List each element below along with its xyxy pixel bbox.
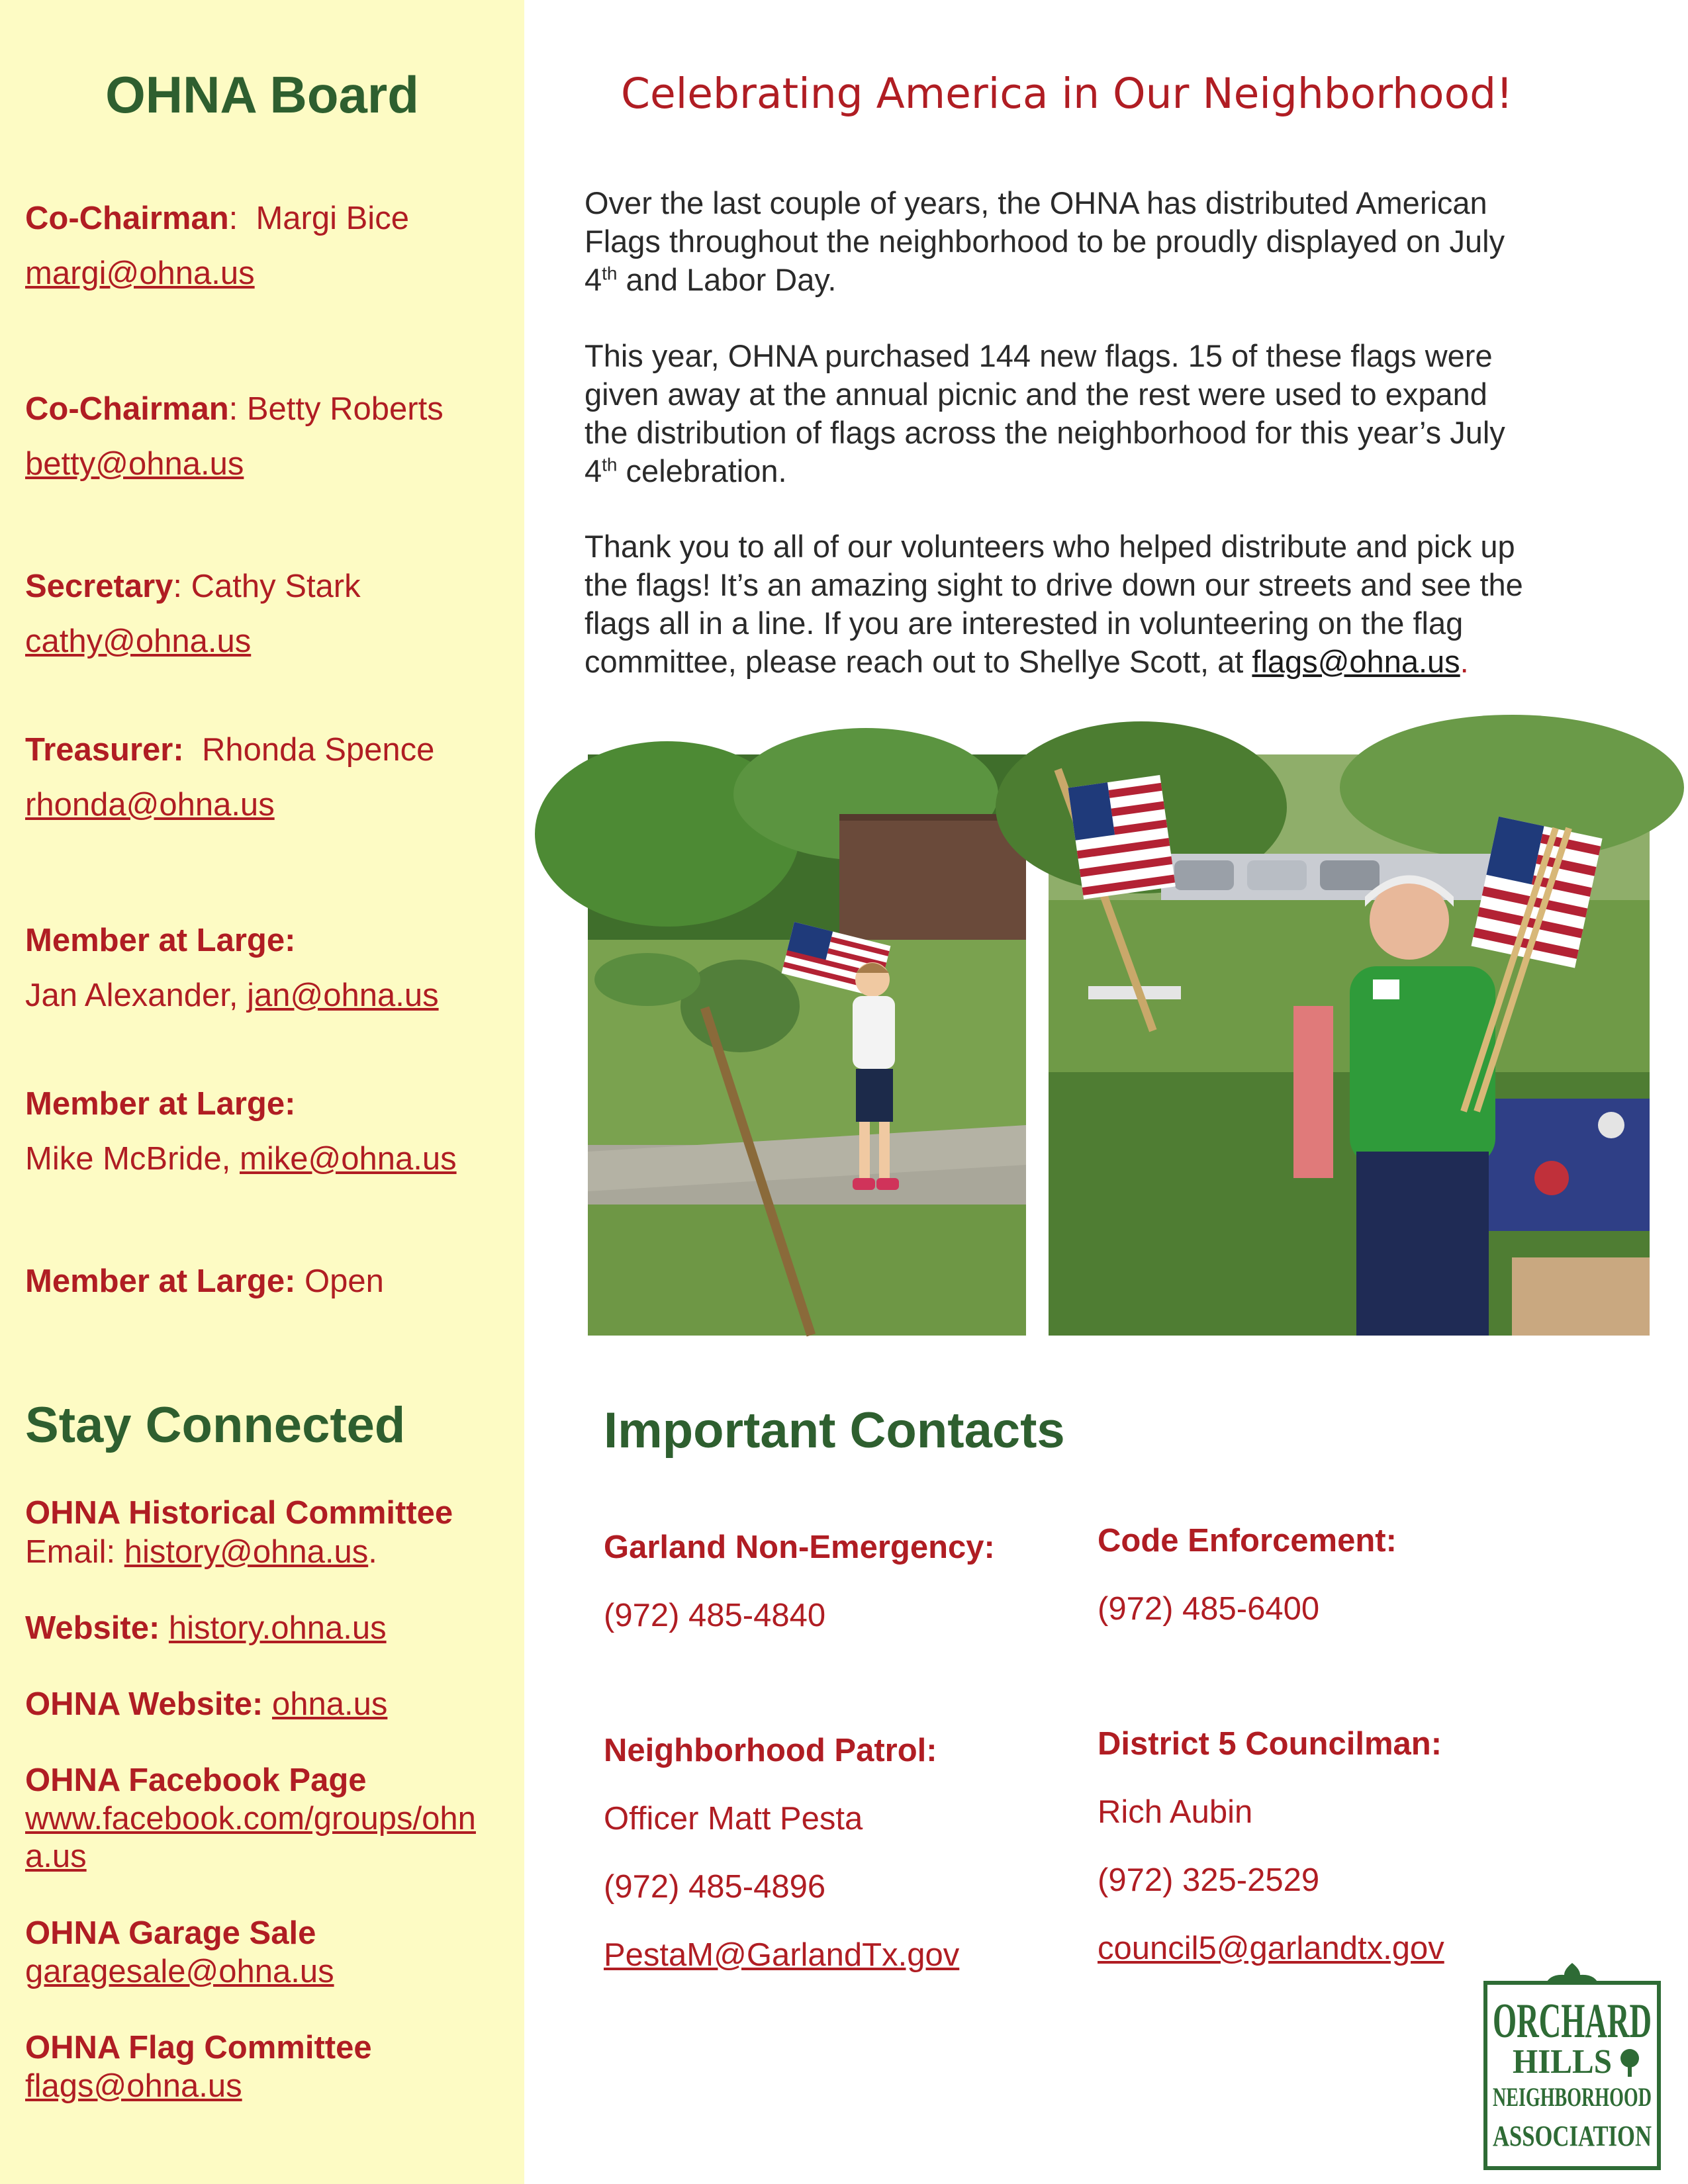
email-link[interactable]: betty@ohna.us [25, 446, 244, 482]
council-name: Rich Aubin [1098, 1794, 1253, 1830]
board-role-line [25, 390, 444, 428]
member-heading: Member at Large: [25, 923, 296, 958]
logo-word-orchard: ORCHARD [1493, 1994, 1652, 2048]
trailing-period: . [368, 1534, 377, 1570]
photo-boy-svg [588, 754, 1026, 1336]
garland-heading: Garland Non-Emergency: [604, 1529, 995, 1565]
facebook-heading: OHNA Facebook Page [25, 1762, 367, 1798]
historical-email-line [25, 1533, 377, 1570]
role-label: Co-Chairman [25, 201, 229, 236]
person-name: Margi Bice [256, 201, 409, 236]
council-email-link[interactable]: council5@garlandtx.gov [1098, 1931, 1444, 1966]
patrol-heading: Neighborhood Patrol: [604, 1733, 937, 1768]
garage-heading: OHNA Garage Sale [25, 1915, 316, 1951]
ohna-logo [1483, 1959, 1662, 2171]
logo-word-hills: HILLS [1513, 2043, 1612, 2081]
board-role-line [25, 200, 409, 237]
member-heading: Member at Large: [25, 1086, 296, 1122]
patrol-phone: (972) 485-4896 [604, 1869, 826, 1905]
logo-graphic [1483, 1959, 1662, 2171]
historical-heading: OHNA Historical Committee [25, 1495, 453, 1531]
member-open-line [25, 1263, 384, 1300]
history-website-link[interactable]: history.ohna.us [168, 1610, 387, 1646]
p2-text-end: celebration. [617, 453, 787, 488]
person-name: Cathy Stark [191, 569, 361, 604]
person-name: Mike McBride, [25, 1141, 240, 1177]
ohna-website-line [25, 1686, 387, 1723]
facebook-link-line1[interactable]: www.facebook.com/groups/ohn [25, 1801, 476, 1837]
sidebar [0, 0, 524, 2184]
council-phone: (972) 325-2529 [1098, 1862, 1320, 1898]
photo-boy-with-flag [588, 754, 1026, 1336]
stay-connected-title: Stay Connected [25, 1397, 406, 1453]
person-name: Betty Roberts [246, 391, 444, 427]
paragraph-3 [585, 527, 1538, 681]
email-link[interactable]: rhonda@ohna.us [25, 787, 275, 823]
email-link[interactable]: jan@ohna.us [247, 978, 439, 1013]
flag-email-link[interactable]: flags@ohna.us [25, 2068, 242, 2104]
email-link[interactable]: margi@ohna.us [25, 255, 255, 291]
p1-text: Over the last couple of years, the OHNA has distributed American Flags throughout the neighborhood to be proudly displayed on July 4 [585, 185, 1505, 297]
member-value: Open [295, 1263, 384, 1299]
patrol-name: Officer Matt Pesta [604, 1801, 863, 1837]
p3-text: Thank you to all of our volunteers who helped distribute and pick up the flags! It’s an amazing sight to drive down our streets and see the flags all in a line. If you are interested in volunteering on the flag committee, please reach out to Shellye Scott, at [585, 529, 1523, 679]
person-name: Jan Alexander, [25, 978, 248, 1013]
ohna-website-link[interactable]: ohna.us [271, 1686, 388, 1722]
code-heading: Code Enforcement: [1098, 1523, 1397, 1559]
board-role-line [25, 731, 434, 768]
important-contacts-title: Important Contacts [604, 1402, 1065, 1459]
email-label: Email: [25, 1534, 124, 1570]
photo-volunteer-svg [1049, 754, 1650, 1336]
board-role-line [25, 568, 361, 605]
website-line [25, 1610, 387, 1647]
p2-sup: th [602, 454, 618, 475]
history-email-link[interactable]: history@ohna.us [124, 1534, 369, 1570]
logo-word-association: ASSOCIATION [1493, 2120, 1652, 2152]
garage-email-link[interactable]: garagesale@ohna.us [25, 1954, 334, 1989]
member-line [25, 1140, 457, 1177]
role-label: Co-Chairman [25, 391, 229, 427]
role-sep: : [173, 569, 191, 604]
member-heading: Member at Large: [25, 1263, 296, 1299]
patrol-email-link[interactable]: PestaM@GarlandTx.gov [604, 1937, 960, 1973]
flag-heading: OHNA Flag Committee [25, 2030, 372, 2066]
member-line [25, 977, 439, 1014]
paragraph-2 [585, 337, 1538, 490]
flags-email-link[interactable]: flags@ohna.us [1252, 644, 1460, 679]
garland-phone: (972) 485-4840 [604, 1598, 826, 1633]
role-label: Secretary [25, 569, 173, 604]
p2-text: This year, OHNA purchased 144 new flags. 15 of these flags were given away at the annual picnic and the rest were used to expand the distribution of flags across the neighborhood for this year’s July 4 [585, 338, 1505, 488]
p3-period: . [1460, 644, 1469, 679]
email-link[interactable]: cathy@ohna.us [25, 623, 252, 659]
role-sep: : [228, 391, 247, 427]
facebook-link-line2[interactable]: a.us [25, 1839, 87, 1874]
person-name: Rhonda Spence [201, 732, 435, 768]
paragraph-1 [585, 184, 1538, 299]
role-sep [184, 732, 202, 768]
sidebar-title: OHNA Board [105, 66, 419, 124]
p1-text-end: and Labor Day. [617, 262, 837, 297]
p1-sup: th [602, 263, 618, 284]
website-label: Website: [25, 1610, 169, 1646]
role-label: Treasurer: [25, 732, 184, 768]
code-phone: (972) 485-6400 [1098, 1591, 1320, 1627]
logo-word-neighborhood: NEIGHBORHOOD [1493, 2082, 1652, 2112]
council-heading: District 5 Councilman: [1098, 1726, 1442, 1762]
main-title: Celebrating America in Our Neighborhood! [621, 69, 1513, 118]
ohna-website-label: OHNA Website: [25, 1686, 272, 1722]
email-link[interactable]: mike@ohna.us [240, 1141, 457, 1177]
role-sep: : [228, 201, 256, 236]
photo-volunteer-with-flags [1049, 754, 1650, 1336]
